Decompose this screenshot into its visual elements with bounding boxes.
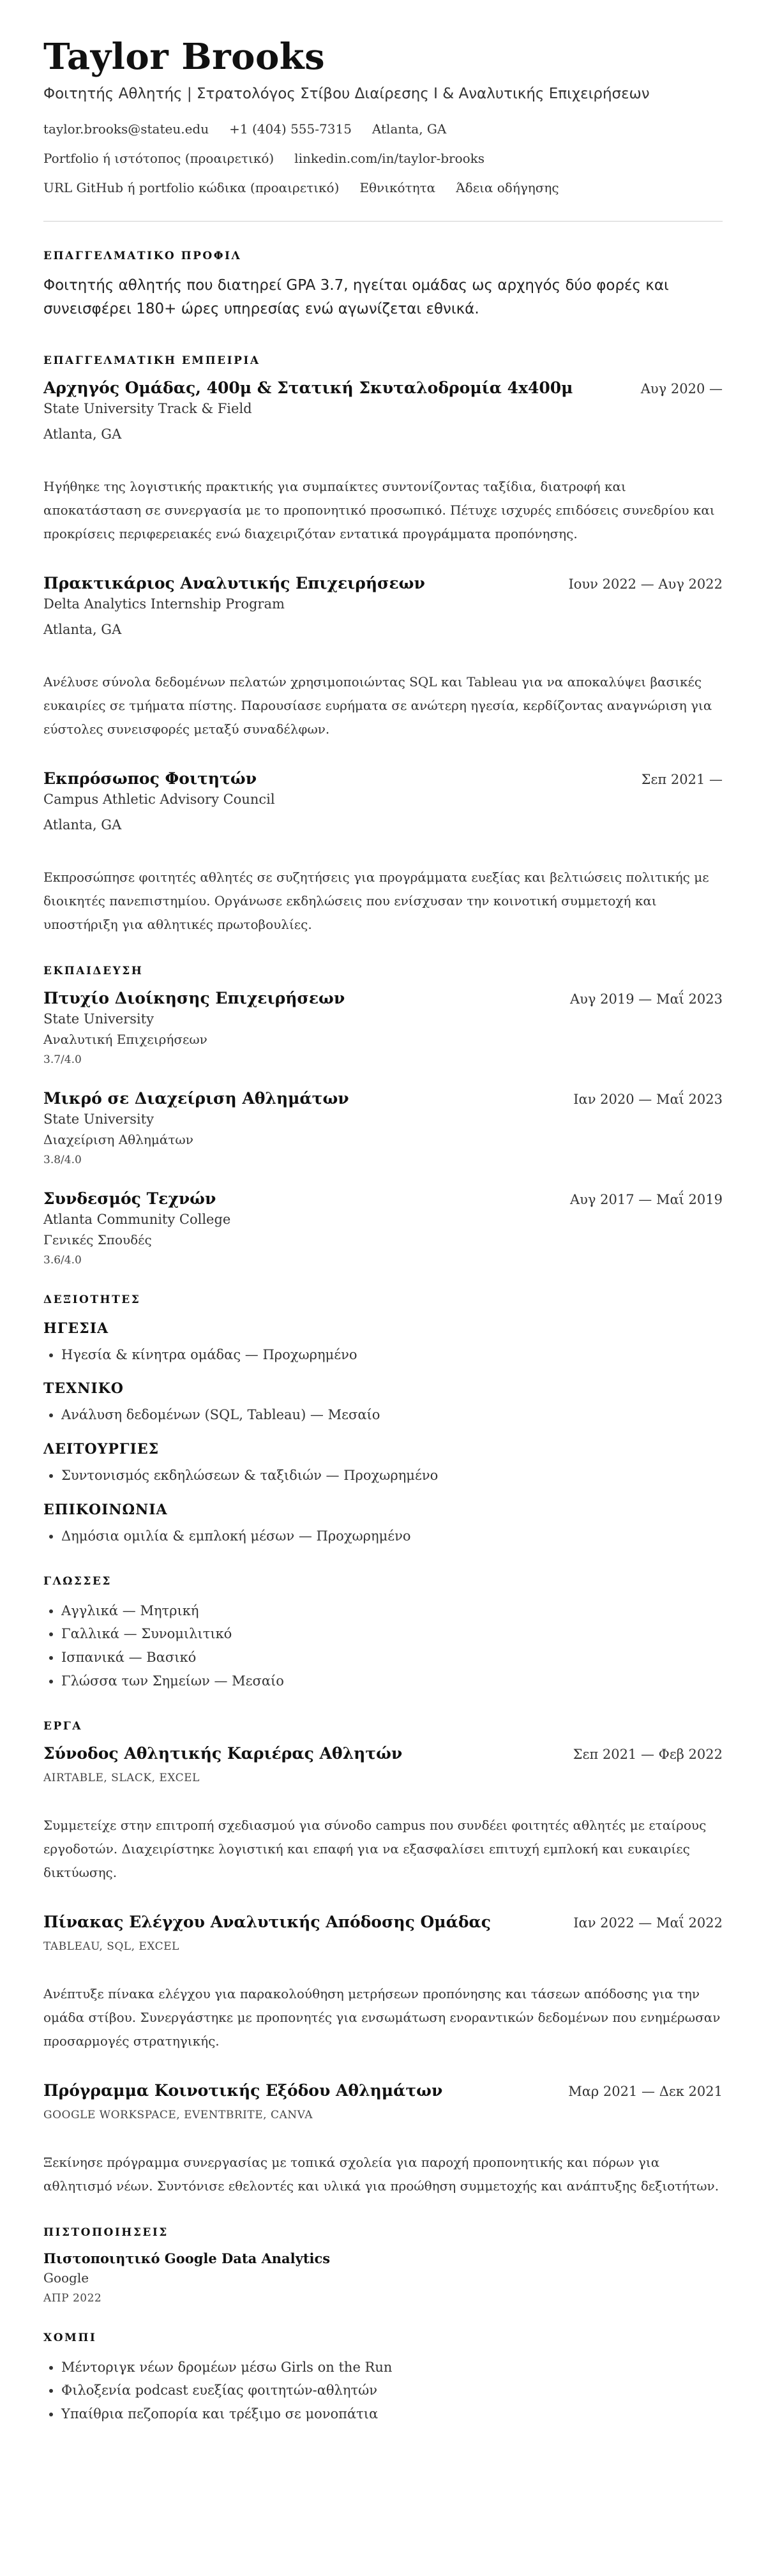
project-description: Ανέπτυξε πίνακα ελέγχου για παρακολούθηση μετρήσεων προπόνησης και τάσεων απόδοσης για την ομάδα στίβου. Συνεργάστηκε με προπονητές για ενσωμάτωση ενοραντικών δεδομένων που ενημέρωσαν προσαρμογές στρατηγικής. xyxy=(43,1985,721,2049)
project-tech: TABLEAU, SQL, EXCEL xyxy=(43,1940,179,1953)
language-list xyxy=(43,1599,723,1693)
project-entry xyxy=(43,1913,723,2053)
project-tech: GOOGLE WORKSPACE, EVENTBRITE, CANVA xyxy=(43,2108,313,2121)
gpa: 3.8/4.0 xyxy=(43,1153,82,1166)
skill-category: ΕΠΙΚΟΙΝΩΝΙΑ xyxy=(43,1501,168,1518)
skill-item: • Ανάλυση δεδομένων (SQL, Tableau) — Μεσαίο xyxy=(61,1403,723,1427)
contact-row xyxy=(43,121,723,137)
contact-portfolio[interactable]: Portfolio ή ιστότοπος (προαιρετικό) xyxy=(43,151,274,166)
header-divider xyxy=(43,221,723,222)
language-item: • Γαλλικά — Συνομιλιτικό xyxy=(61,1622,723,1646)
education-entry xyxy=(43,1089,723,1166)
contact-license: Άδεια οδήγησης xyxy=(456,180,559,195)
experience-entry xyxy=(43,574,723,741)
contact-linkedin[interactable]: linkedin.com/in/taylor-brooks xyxy=(294,151,485,166)
contact-location: Atlanta, GA xyxy=(372,121,447,137)
field-of-study: Γενικές Σπουδές xyxy=(43,1232,152,1247)
contact-github[interactable]: URL GitHub ή portfolio κώδικα (προαιρετικό) xyxy=(43,180,340,195)
contact-nationality: Εθνικότητα xyxy=(359,180,436,195)
project-title: Πρόγραμμα Κοινοτικής Εξόδου Αθλημάτων xyxy=(43,2081,443,2100)
gpa: 3.7/4.0 xyxy=(43,1053,82,1066)
language-item: • Αγγλικά — Μητρική xyxy=(61,1599,723,1623)
skills-section xyxy=(43,1293,723,1548)
section-title-languages: ΓΛΩΣΣΕΣ xyxy=(43,1574,112,1588)
degree-title: Συνδεσμός Τεχνών xyxy=(43,1189,216,1208)
certification-issuer: Google xyxy=(43,2270,89,2286)
project-dates: Ιαν 2022 — Μαΐ 2022 xyxy=(573,1915,723,1931)
degree-title: Μικρό σε Διαχείριση Αθλημάτων xyxy=(43,1088,349,1108)
job-description: Ηγήθηκε της λογιστικής πρακτικής για συμπαίκτες συντονίζοντας ταξίδια, διατροφή και αποκατάσταση σε συνεργασία με το προπονητικό προσωπικό. Πέτυχε ισχυρές επιδόσεις συνεδρίου και προκρίσεις περιφερειακές ενώ διαχειριζόταν εντατικά προγράμματα προπόνησης. xyxy=(43,478,715,541)
section-title-education: ΕΚΠΑΙΔΕΥΣΗ xyxy=(43,964,144,977)
project-dates: Μαρ 2021 — Δεκ 2021 xyxy=(568,2083,723,2099)
job-dates: Αυγ 2020 — xyxy=(640,380,723,396)
skill-item: • Συντονισμός εκδηλώσεων & ταξιδιών — Προχωρημένο xyxy=(61,1464,723,1488)
experience-section xyxy=(43,354,723,937)
project-description: Ξεκίνησε πρόγραμμα συνεργασίας με τοπικά σχολεία για παροχή προπονητικής και πόρων για αθλητισμό νέων. Συντόνισε εθελοντές και υλικά για προώθηση συμμετοχής και ανάπτυξης δεξιοτήτων. xyxy=(43,2154,719,2194)
section-title-skills: ΔΕΞΙΟΤΗΤΕΣ xyxy=(43,1293,141,1306)
project-title: Σύνοδος Αθλητικής Καριέρας Αθλητών xyxy=(43,1744,403,1763)
hobbies-section xyxy=(43,2331,723,2426)
school-name: State University xyxy=(43,1111,154,1127)
languages-section xyxy=(43,1575,723,1693)
skill-list xyxy=(43,1343,723,1367)
field-of-study: Αναλυτική Επιχειρήσεων xyxy=(43,1031,207,1047)
degree-title: Πτυχίο Διοίκησης Επιχειρήσεων xyxy=(43,988,345,1007)
candidate-name: Taylor Brooks xyxy=(43,36,326,78)
language-item: • Ισπανικά — Βασικό xyxy=(61,1646,723,1669)
section-title-certifications: ΠΙΣΤΟΠΟΙΗΣΕΙΣ xyxy=(43,2226,169,2239)
project-dates: Σεπ 2021 — Φεβ 2022 xyxy=(573,1746,723,1762)
language-item: • Γλώσσα των Σημείων — Μεσαίο xyxy=(61,1669,723,1693)
job-title: Πρακτικάριος Αναλυτικής Επιχειρήσεων xyxy=(43,573,425,592)
job-dates: Σεπ 2021 — xyxy=(641,771,723,787)
skill-category: ΗΓΕΣΙΑ xyxy=(43,1320,109,1337)
contact-phone[interactable]: +1 (404) 555-7315 xyxy=(229,121,352,137)
skill-list xyxy=(43,1403,723,1427)
skill-category: ΛΕΙΤΟΥΡΓΙΕΣ xyxy=(43,1441,160,1458)
field-of-study: Διαχείριση Αθλημάτων xyxy=(43,1131,193,1147)
certification-entry xyxy=(43,2250,723,2305)
job-organization: State University Track & Field xyxy=(43,400,252,416)
certification-date: ΑΠΡ 2022 xyxy=(43,2291,102,2305)
section-title-profile: ΕΠΑΓΓΕΛΜΑΤΙΚΟ ΠΡΟΦΙΛ xyxy=(43,250,242,262)
gpa: 3.6/4.0 xyxy=(43,1253,82,1267)
projects-section xyxy=(43,1720,723,2198)
job-organization: Delta Analytics Internship Program xyxy=(43,596,285,612)
project-entry xyxy=(43,1744,723,1885)
degree-dates: Ιαν 2020 — Μαΐ 2023 xyxy=(573,1091,723,1107)
section-title-projects: ΕΡΓΑ xyxy=(43,1719,82,1733)
hobby-list xyxy=(43,2356,723,2426)
experience-entry xyxy=(43,769,723,937)
skill-list xyxy=(43,1525,723,1548)
hobby-item: • Μέντοριγκ νέων δρομέων μέσω Girls on the Run xyxy=(61,2356,723,2379)
contact-row xyxy=(43,180,723,195)
hobby-item: • Υπαίθρια πεζοπορία και τρέξιμο σε μονοπάτια xyxy=(61,2402,723,2426)
section-title-hobbies: ΧΟΜΠΙ xyxy=(43,2331,97,2344)
job-location: Atlanta, GA xyxy=(43,817,122,832)
job-location: Atlanta, GA xyxy=(43,621,122,637)
school-name: Atlanta Community College xyxy=(43,1211,231,1227)
section-title-experience: ΕΠΑΓΓΕΛΜΑΤΙΚΗ ΕΜΠΕΙΡΙΑ xyxy=(43,354,260,367)
skill-list xyxy=(43,1464,723,1488)
education-section xyxy=(43,965,723,1267)
job-dates: Ιουν 2022 — Αυγ 2022 xyxy=(568,576,723,592)
skill-category: ΤΕΧΝΙΚΟ xyxy=(43,1380,124,1397)
education-entry xyxy=(43,989,723,1066)
experience-entry xyxy=(43,379,723,546)
project-entry xyxy=(43,2081,723,2198)
degree-dates: Αυγ 2017 — Μαΐ 2019 xyxy=(570,1191,723,1207)
job-location: Atlanta, GA xyxy=(43,426,122,442)
contact-email[interactable]: taylor.brooks@stateu.edu xyxy=(43,121,209,137)
job-title: Αρχηγός Ομάδας, 400μ & Στατική Σκυταλοδρομία 4x400μ xyxy=(43,378,573,397)
job-title: Εκπρόσωπος Φοιτητών xyxy=(43,769,257,788)
profile-summary: Φοιτητής αθλητής που διατηρεί GPA 3.7, ηγείται ομάδας ως αρχηγός δύο φορές και συνεισφέρει 180+ ώρες υπηρεσίας ενώ αγωνίζεται εθνικά. xyxy=(43,277,669,317)
certification-title: Πιστοποιητικό Google Data Analytics xyxy=(43,2250,331,2266)
project-description: Συμμετείχε στην επιτροπή σχεδιασμού για σύνοδο campus που συνδέει φοιτητές αθλητές με εταίρους εργοδοτών. Διαχειρίστηκε λογιστική και επαφή για να εξασφαλίσει επιτυχή εμπλοκή και ευκαιρίες δικτύωσης. xyxy=(43,1817,707,1880)
education-entry xyxy=(43,1189,723,1267)
school-name: State University xyxy=(43,1011,154,1027)
hobby-item: • Φιλοξενία podcast ευεξίας φοιτητών-αθλητών xyxy=(61,2379,723,2402)
contact-row xyxy=(43,151,723,166)
skill-item: • Ηγεσία & κίνητρα ομάδας — Προχωρημένο xyxy=(61,1343,723,1367)
degree-dates: Αυγ 2019 — Μαΐ 2023 xyxy=(570,991,723,1007)
job-organization: Campus Athletic Advisory Council xyxy=(43,791,275,807)
job-description: Εκπροσώπησε φοιτητές αθλητές σε συζητήσεις για προγράμματα ευεξίας και βελτιώσεις πολιτικής με διοικητές πανεπιστημίου. Οργάνωσε εκδηλώσεις που ενίσχυσαν την κοινοτική συμμετοχή και υποστήριξη για αθλητικές πρωτοβουλίες. xyxy=(43,869,709,932)
certifications-section xyxy=(43,2226,723,2305)
candidate-headline: Φοιτητής Αθλητής | Στρατολόγος Στίβου Διαίρεσης I & Αναλυτικής Επιχειρήσεων xyxy=(43,86,650,102)
project-title: Πίνακας Ελέγχου Αναλυτικής Απόδοσης Ομάδας xyxy=(43,1912,491,1931)
project-tech: AIRTABLE, SLACK, EXCEL xyxy=(43,1771,200,1784)
job-description: Ανέλυσε σύνολα δεδομένων πελατών χρησιμοποιώντας SQL και Tableau για να αποκαλύψει βασικές ευκαιρίες σε τμήματα πίστης. Παρουσίασε ευρήματα σε ανώτερη ηγεσία, κερδίζοντας αναγνώριση για εύστολες συνεισφορές μεταξύ συναδέλφων. xyxy=(43,674,712,737)
skill-item: • Δημόσια ομιλία & εμπλοκή μέσων — Προχωρημένο xyxy=(61,1525,723,1548)
